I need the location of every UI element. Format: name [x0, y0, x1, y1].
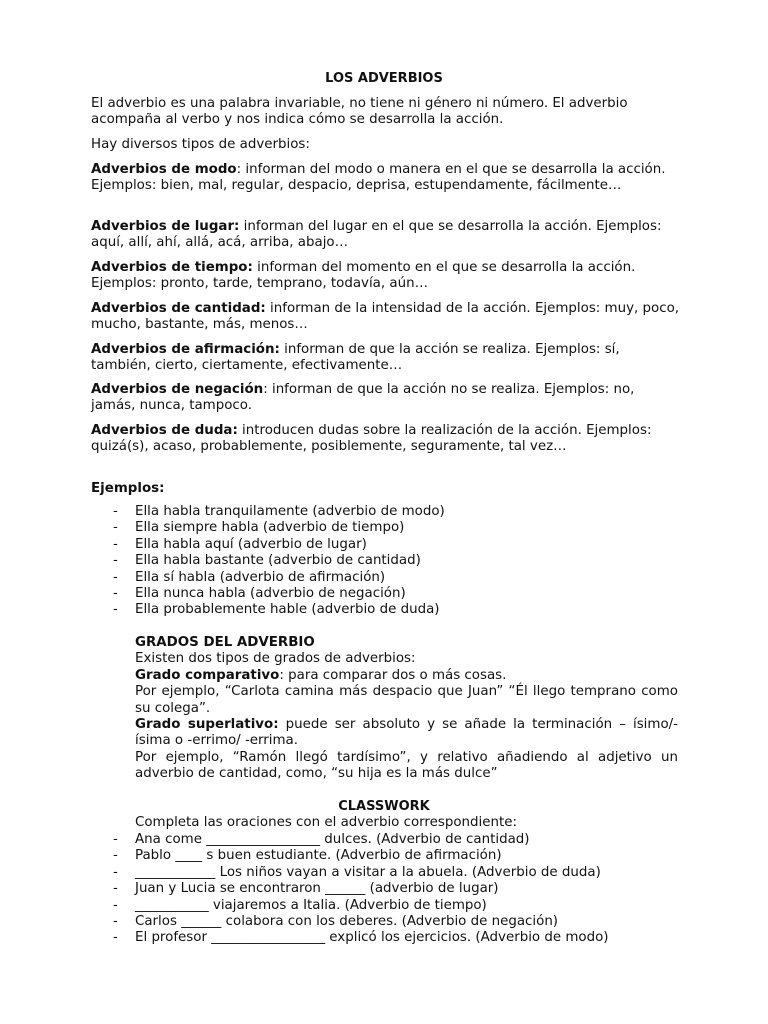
type-modo: [91, 162, 683, 195]
type-description: informan del lugar en el que se desarrolla la acción. Ejemplos: aquí, allí, ahí, allá, acá, arriba, abajo…: [91, 219, 662, 251]
document-title: LOS ADVERBIOS: [325, 71, 443, 86]
classwork-instruction: Completa las oraciones con el adverbio correspondiente:: [135, 815, 517, 830]
type-duda: [91, 423, 683, 456]
type-name: Adverbios de tiempo:: [91, 260, 253, 275]
grados-intro: Existen dos tipos de grados de adverbios:: [135, 651, 416, 667]
grado-comparativo-text: : para comparar dos o más cosas.: [279, 667, 507, 683]
list-item: - Ella siempre habla (adverbio de tiempo): [91, 520, 691, 536]
types-intro: Hay diversos tipos de adverbios:: [91, 137, 310, 152]
list-item: - Ella habla bastante (adverbio de cantidad): [91, 553, 691, 569]
list-item: - Ella habla tranquilamente (adverbio de modo): [91, 504, 691, 520]
superlativo-example: Por ejemplo, “Ramón llegó tardísimo”, y relativo añadiendo al adjetivo un adverbio de cantidad, como, “su hija es la más dulce”: [135, 749, 678, 782]
list-item: - Ella sí habla (adverbio de afirmación): [91, 570, 691, 586]
type-afirmacion: [91, 342, 683, 375]
type-tiempo: [91, 260, 683, 293]
type-lugar: [91, 219, 683, 252]
classwork-list: [91, 832, 691, 947]
list-item: - Ella probablemente hable (adverbio de duda): [91, 602, 691, 618]
type-description: informan de la intensidad de la acción. Ejemplos: muy, poco, mucho, bastante, más, menos…: [91, 301, 680, 333]
comparativo-example: Por ejemplo, “Carlota camina más despacio que Juan” “Él llego temprano como su colega”.: [135, 684, 678, 716]
list-item: - Ella nunca habla (adverbio de negación): [91, 586, 691, 602]
grados-heading: GRADOS DEL ADVERBIO: [135, 635, 315, 650]
type-description: : informan del modo o manera en el que se desarrolla la acción. Ejemplos: bien, mal, regular, despacio, deprisa, estupendamente, fácilmente…: [91, 162, 666, 194]
list-item: - ____________ Los niños vayan a visitar a la abuela. (Adverbio de duda): [91, 865, 691, 881]
type-name: Adverbios de duda:: [91, 423, 238, 438]
type-name: Adverbios de cantidad:: [91, 301, 266, 316]
grado-comparativo: [135, 668, 678, 684]
grado-superlativo: [135, 717, 678, 750]
type-name: Adverbios de negación: [91, 382, 264, 397]
list-item: - El profesor _________________ explicó los ejercicios. (Adverbio de modo): [91, 930, 691, 946]
list-item: - Juan y Lucia se encontraron ______ (adverbio de lugar): [91, 881, 691, 897]
type-cantidad: [91, 301, 683, 334]
examples-heading: Ejemplos:: [91, 481, 165, 496]
type-description: informan de que la acción se realiza. Ejemplos: sí, también, cierto, ciertamente, efectivamente…: [91, 342, 620, 374]
list-item: - Pablo ____ s buen estudiante. (Adverbio de afirmación): [91, 848, 691, 864]
type-name: Adverbios de afirmación:: [91, 342, 280, 357]
type-negacion: [91, 382, 683, 415]
list-item: - Carlos ______ colabora con los deberes. (Adverbio de negación): [91, 914, 691, 930]
type-description: : informan de que la acción no se realiza. Ejemplos: no, jamás, nunca, tampoco.: [91, 382, 635, 414]
type-description: introducen dudas sobre la realización de la acción. Ejemplos: quizá(s), acaso, probablemente, posiblemente, seguramente, tal vez…: [91, 423, 652, 455]
examples-list: [91, 504, 691, 619]
type-name: Adverbios de modo: [91, 162, 237, 177]
type-description: informan del momento en el que se desarrolla la acción. Ejemplos: pronto, tarde, temprano, todavía, aún…: [91, 260, 636, 292]
grado-comparativo-label: Grado comparativo: [135, 667, 280, 683]
list-item: - ___________ viajaremos a Italia. (Adverbio de tiempo): [91, 898, 691, 914]
list-item: - Ana come _________________ dulces. (Adverbio de cantidad): [91, 832, 691, 848]
classwork-heading: CLASSWORK: [338, 799, 430, 814]
type-name: Adverbios de lugar:: [91, 219, 240, 234]
grados-section: [135, 635, 678, 783]
grado-superlativo-text: puede ser absoluto y se añade la terminación – ísimo/-ísima o -errimo/ -errima.: [135, 717, 678, 749]
list-item: - Ella habla aquí (adverbio de lugar): [91, 537, 691, 553]
grado-superlativo-label: Grado superlativo:: [135, 717, 279, 733]
intro-paragraph: El adverbio es una palabra invariable, no tiene ni género ni número. El adverbio acompaña al verbo y nos indica cómo se desarrolla la acción.: [91, 96, 628, 128]
